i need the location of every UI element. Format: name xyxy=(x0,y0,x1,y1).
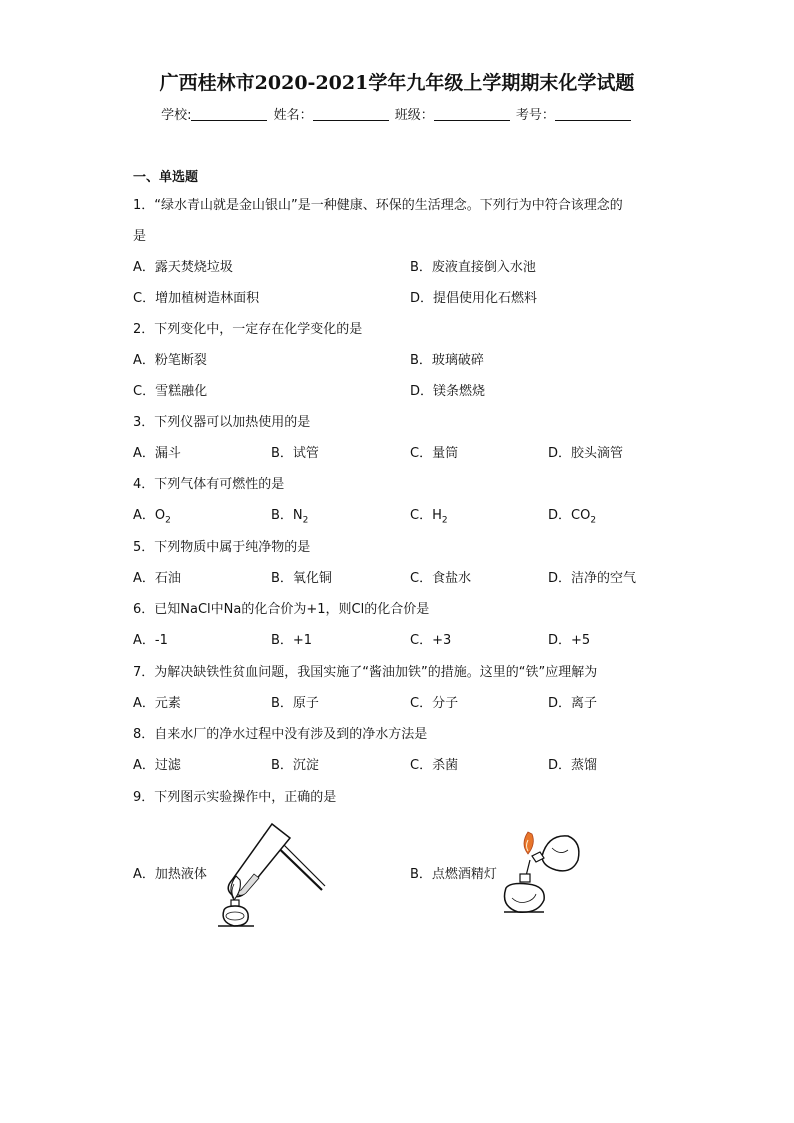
question-2-stem: 2．下列变化中，一定存在化学变化的是 xyxy=(133,322,363,337)
q8-option-a: A．过滤 xyxy=(133,758,181,773)
heating-liquid-figure xyxy=(212,818,328,930)
question-4-stem: 4．下列气体有可燃性的是 xyxy=(133,477,285,492)
q8-option-b: B．沉淀 xyxy=(271,758,319,773)
q9-option-a: A．加热液体 xyxy=(133,867,207,882)
q6-option-b: B．+1 xyxy=(271,633,313,648)
question-6-stem: 6．已知NaCl中Na的化合价为+1，则Cl的化合价是 xyxy=(133,602,430,617)
name-blank xyxy=(313,108,389,121)
q6-option-d: D．+5 xyxy=(548,633,591,648)
q2-option-a: A．粉笔断裂 xyxy=(133,353,207,368)
question-1-stem-cont: 是 xyxy=(133,229,147,244)
q3-option-a: A．漏斗 xyxy=(133,446,181,461)
q2-option-b: B．玻璃破碎 xyxy=(410,353,484,368)
q4-option-c: C．$H_2$ xyxy=(410,508,448,526)
class-blank xyxy=(434,108,510,121)
q5-option-c: C．食盐水 xyxy=(410,571,472,586)
q8-option-d: D．蒸馏 xyxy=(548,758,598,773)
question-5-stem: 5．下列物质中属于纯净物的是 xyxy=(133,540,311,555)
school-blank xyxy=(191,108,267,121)
q2-option-d: D．镁条燃烧 xyxy=(410,384,486,399)
page-title: 广西桂林市2020-2021学年九年级上学期期末化学试题 xyxy=(159,72,635,94)
q4-option-a: A．$O_2$ xyxy=(133,508,171,526)
q3-option-c: C．量筒 xyxy=(410,446,459,461)
q7-option-c: C．分子 xyxy=(410,696,459,711)
q5-option-d: D．洁净的空气 xyxy=(548,571,637,586)
q1-option-b: B．废液直接倒入水池 xyxy=(410,260,536,275)
q3-option-d: D．胶头滴管 xyxy=(548,446,624,461)
question-3-stem: 3．下列仪器可以加热使用的是 xyxy=(133,415,311,430)
question-7-stem: 7．为解决缺铁性贫血问题，我国实施了“酱油加铁”的措施。这里的“铁”应理解为 xyxy=(133,665,598,680)
q7-option-b: B．原子 xyxy=(271,696,319,711)
q7-option-d: D．离子 xyxy=(548,696,598,711)
q3-option-b: B．试管 xyxy=(271,446,319,461)
exam-number-blank xyxy=(555,108,631,121)
q1-option-a: A．露天焚烧垃圾 xyxy=(133,260,233,275)
name-label: 姓名： xyxy=(273,108,313,123)
school-label: 学校: xyxy=(161,108,192,123)
q6-option-c: C．+3 xyxy=(410,633,452,648)
question-1-stem: 1．“绿水青山就是金山银山”是一种健康、环保的生活理念。下列行为中符合该理念的 xyxy=(133,198,623,213)
q6-option-a: A．-1 xyxy=(133,633,168,648)
question-8-stem: 8．自来水厂的净水过程中没有涉及到的净水方法是 xyxy=(133,727,428,742)
q4-option-b: B．$N_2$ xyxy=(271,508,309,526)
class-label: 班级： xyxy=(394,108,434,123)
q1-option-c: C．增加植树造林面积 xyxy=(133,291,260,306)
section-heading: 一、单选题 xyxy=(133,170,199,185)
exam-number-label: 考号： xyxy=(515,108,555,123)
lighting-alcohol-lamp-figure xyxy=(498,826,584,918)
q2-option-c: C．雪糕融化 xyxy=(133,384,208,399)
q9-option-b: B．点燃酒精灯 xyxy=(410,867,497,882)
q1-option-d: D．提倡使用化石燃料 xyxy=(410,291,538,306)
question-9-stem: 9．下列图示实验操作中，正确的是 xyxy=(133,790,337,805)
student-info-row xyxy=(0,104,794,123)
q7-option-a: A．元素 xyxy=(133,696,181,711)
q5-option-a: A．石油 xyxy=(133,571,181,586)
q8-option-c: C．杀菌 xyxy=(410,758,459,773)
q4-option-d: D．$CO_2$ xyxy=(548,508,597,526)
q5-option-b: B．氧化铜 xyxy=(271,571,332,586)
